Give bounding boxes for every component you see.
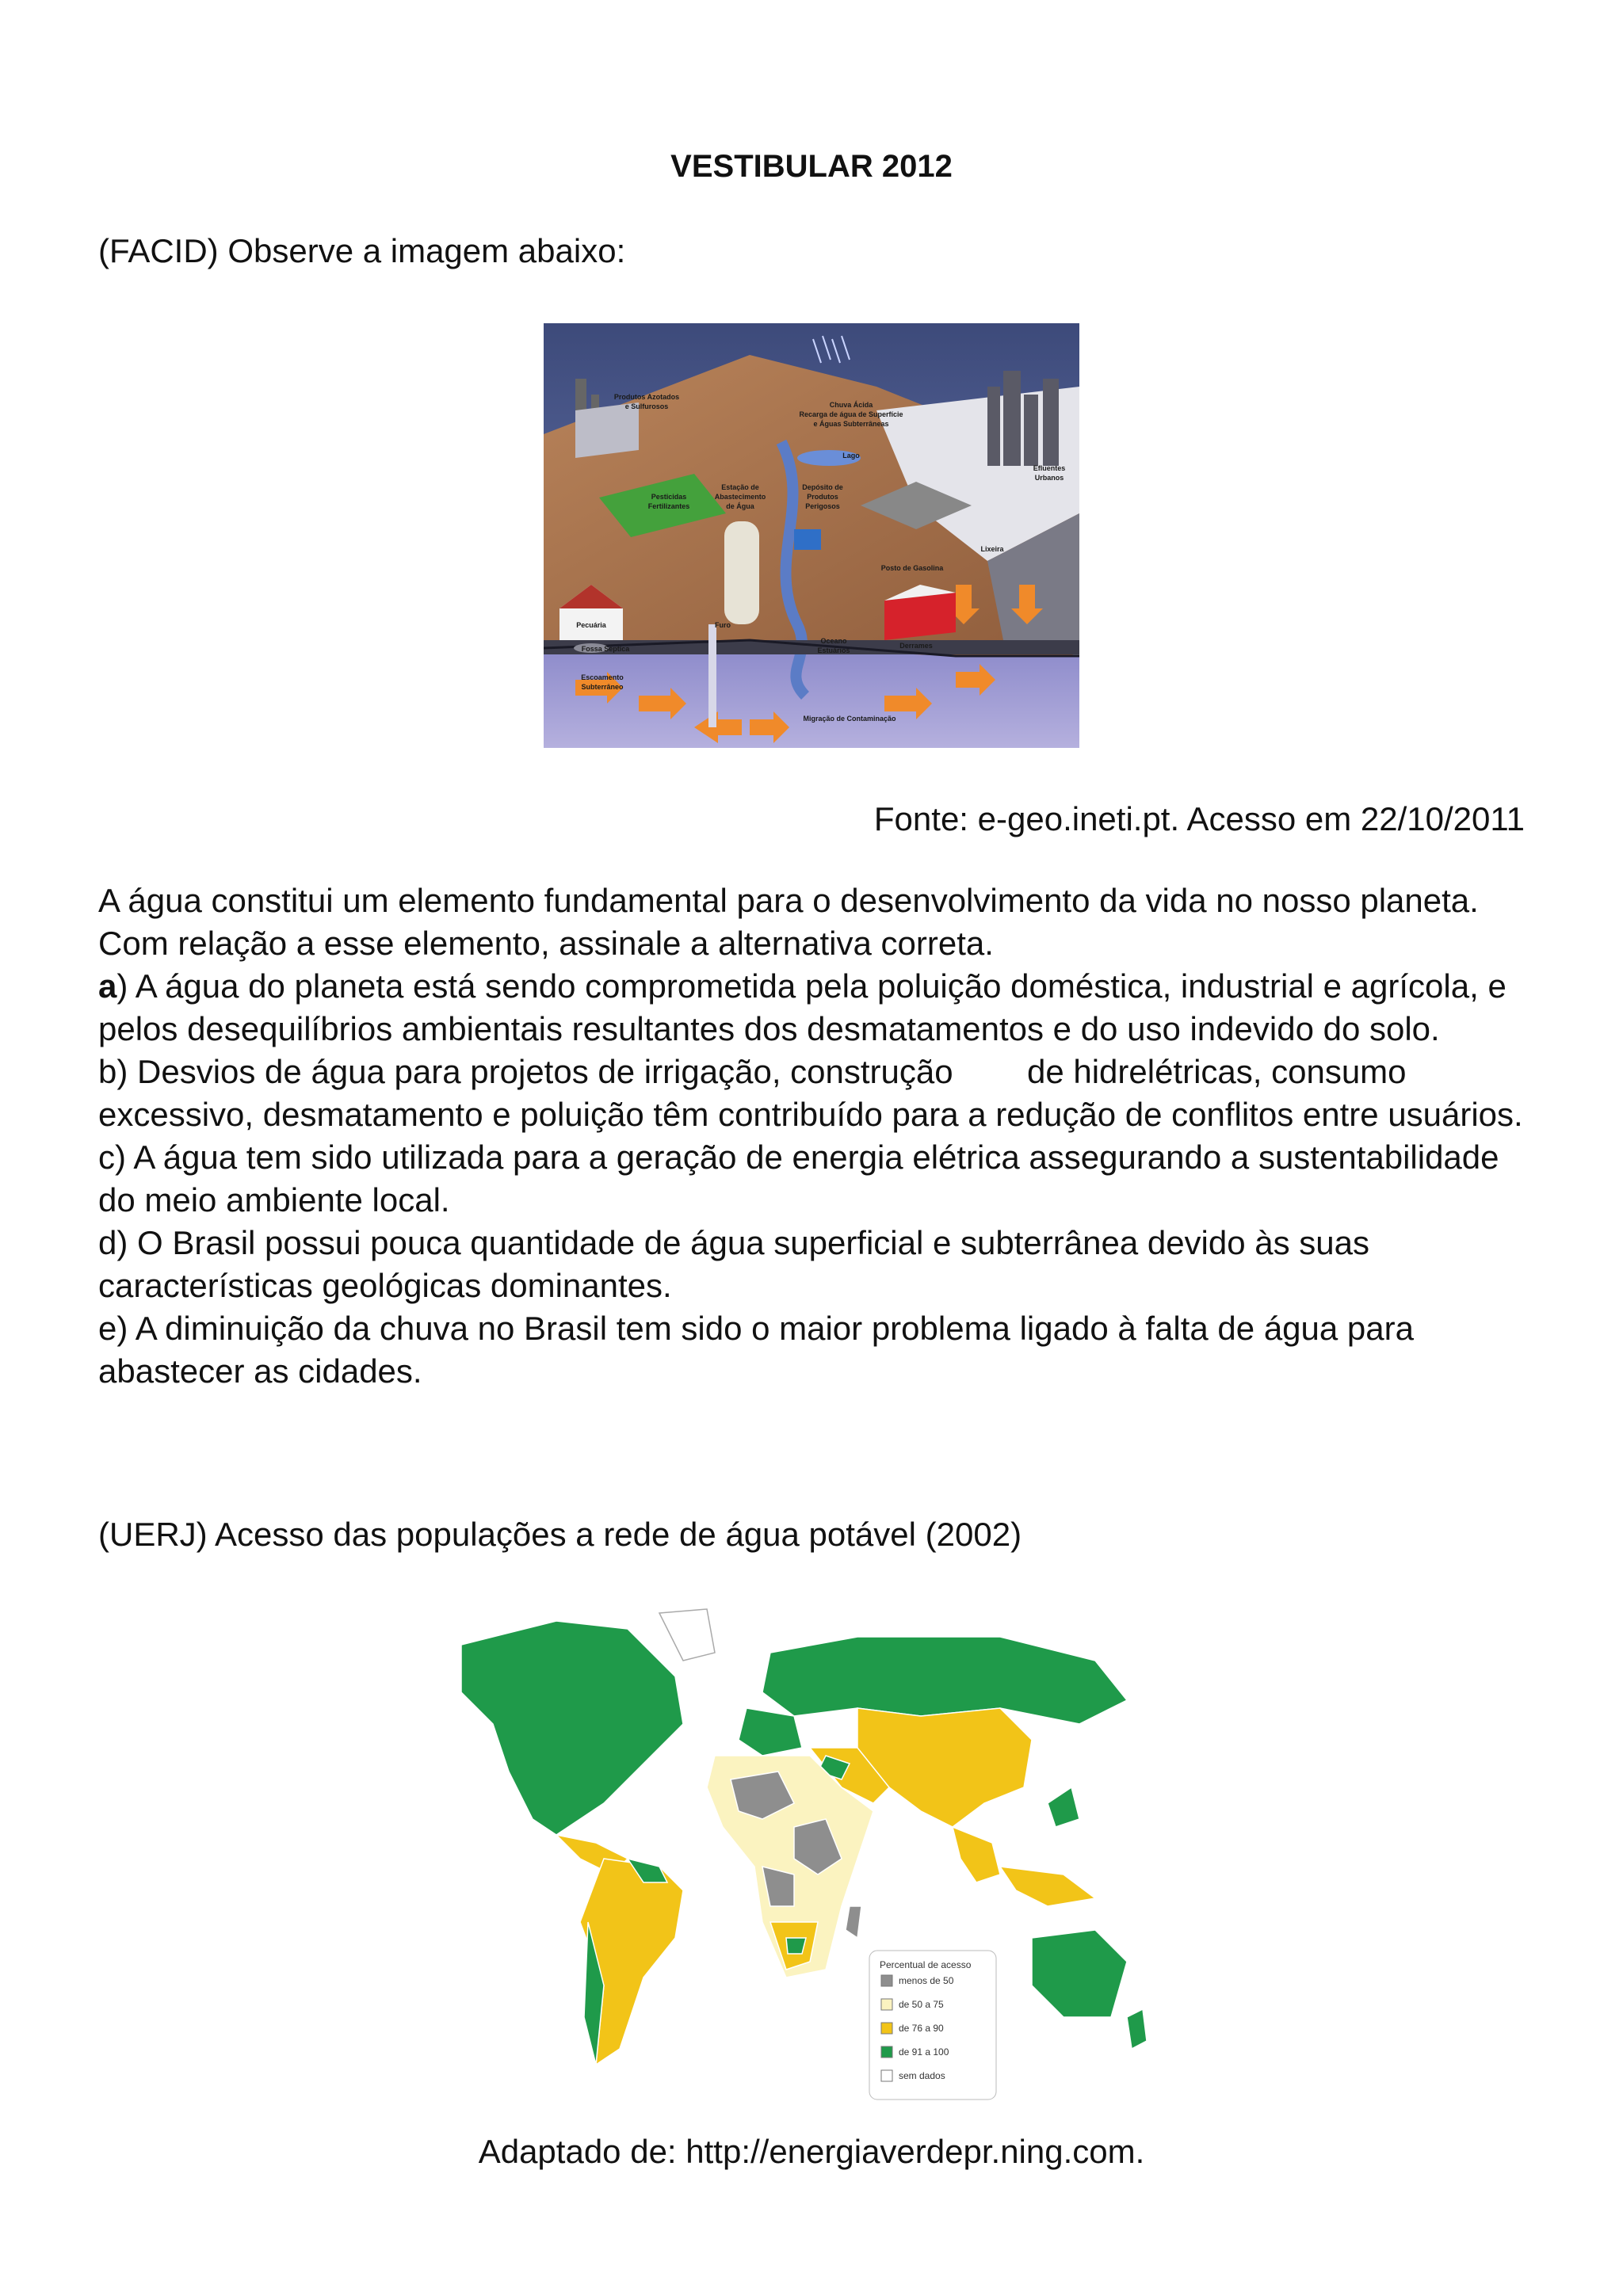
label-deposito-2: Produtos: [807, 493, 838, 501]
legend-swatch: [881, 2046, 892, 2058]
figure2-source: Adaptado de: http://energiaverdepr.ning.com.: [478, 2133, 1145, 2170]
legend-swatch: [881, 1999, 892, 2010]
page-title: VESTIBULAR 2012: [670, 149, 953, 184]
legend-item-label: de 50 a 75: [899, 1999, 944, 2010]
option-a-text: ) A água do planeta está sendo comprometida pela poluição doméstica, industrial e agrícola, e pelos desequilíbrios ambientais resultantes dos desmatamentos e do uso indevido do solo.: [98, 967, 1507, 1047]
question2-intro: (UERJ) Acesso das populações a rede de água potável (2002): [98, 1516, 1022, 1553]
label-recarga: Recarga de água de Superfície: [799, 410, 903, 418]
label-pesticidas: Pesticidas: [651, 493, 687, 501]
label-posto: Posto de Gasolina: [880, 564, 944, 572]
option-d: d) O Brasil possui pouca quantidade de água superficial e subterrânea devido às suas características geológicas dominantes.: [98, 1224, 1370, 1304]
label-estacao: Estação de: [721, 483, 759, 491]
legend-title: Percentual de acesso: [880, 1959, 972, 1970]
legend-item-label: de 76 a 90: [899, 2023, 944, 2034]
option-e: e) A diminuição da chuva no Brasil tem sido o maior problema ligado à falta de água para abastecer as cidades.: [98, 1310, 1414, 1390]
label-efluentes-2: Urbanos: [1034, 474, 1064, 482]
label-produtos-azotados: Produtos Azotados: [613, 393, 680, 401]
legend-item-label: sem dados: [899, 2070, 945, 2081]
label-chuva-acida: Chuva Ácida: [829, 401, 873, 409]
option-a: [98, 965, 1533, 1051]
label-deposito: Depósito de: [802, 483, 843, 491]
option-b: b) Desvios de água para projetos de irrigação, construção de hidrelétricas, consumo excessivo, desmatamento e poluição têm contribuído para a redução de conflitos entre usuários.: [98, 1053, 1523, 1133]
label-efluentes: Efluentes: [1033, 464, 1066, 472]
question1-statement: A água constitui um elemento fundamental para o desenvolvimento da vida no nosso planeta. Com relação a esse elemento, assinale a alternativa correta.: [98, 882, 1479, 962]
label-fossa: Fossa Séptica: [581, 645, 630, 653]
question1-body: [98, 879, 1533, 1393]
label-escoamento-2: Subterrâneo: [581, 683, 624, 691]
label-oceano: Oceano: [820, 637, 847, 645]
question1-intro: (FACID) Observe a imagem abaixo:: [98, 232, 626, 269]
option-c: c) A água tem sido utilizada para a geração de energia elétrica assegurando a sustentabilidade do meio ambiente local.: [98, 1138, 1499, 1219]
map-legend: [869, 1951, 996, 2100]
label-lixeira: Lixeira: [980, 545, 1004, 553]
label-escoamento: Escoamento: [581, 673, 624, 681]
label-pecuaria: Pecuária: [576, 621, 606, 629]
option-a-letter: a: [98, 967, 117, 1005]
water-contamination-illustration: [544, 323, 1079, 748]
legend-swatch: [881, 2023, 892, 2034]
label-produtos-azotados-2: e Sulfurosos: [624, 402, 669, 410]
figure1-source: Fonte: e-geo.ineti.pt. Acesso em 22/10/2011: [873, 800, 1525, 837]
label-migracao: Migração de Contaminação: [803, 715, 896, 723]
label-derrames: Derrames: [899, 642, 933, 650]
label-estacao-3: de Água: [726, 502, 754, 510]
label-lago: Lago: [842, 452, 860, 460]
label-pesticidas-2: Fertilizantes: [647, 502, 690, 510]
label-oceano-2: Estuários: [817, 646, 850, 654]
label-furo: Furo: [715, 621, 731, 629]
legend-item-label: de 91 a 100: [899, 2046, 949, 2058]
legend-swatch: [881, 1975, 892, 1986]
label-estacao-2: Abastecimento: [714, 493, 766, 501]
world-water-access-map: [445, 1605, 1174, 2112]
label-deposito-3: Perigosos: [805, 502, 840, 510]
legend-item-label: menos de 50: [899, 1975, 954, 1986]
label-recarga-2: e Águas Subterrâneas: [813, 420, 889, 428]
legend-swatch: [881, 2070, 892, 2081]
